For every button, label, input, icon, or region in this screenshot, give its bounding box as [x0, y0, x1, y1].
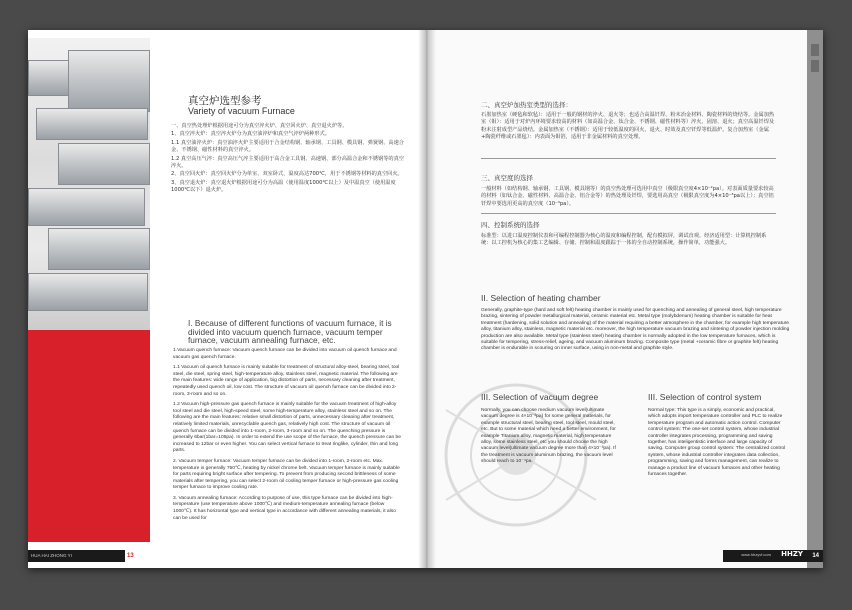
en-paragraph: 3. Vacuum annealing furnace: According to purpose of use, this type furnace can be divided into high-temperature (use temperature above 1000℃) and medium-temperature annealing furnace (below 1000℃). It has horizontal type and vertical type in accordance with different annealing materials, it also can be used for [173, 495, 396, 521]
page-title-cn: 真空炉选型参考 [188, 95, 262, 107]
divider [481, 213, 776, 214]
left-footer [28, 542, 425, 568]
spine-shadow [418, 30, 436, 568]
en-paragraph: 2. Vacuum temper furnace: Vacuum temper furnace can be divided into 1-room, 2-room etc. Max. temperature is generally 750℃, heating by nickel chrome belt. Vacuum temper furnace is mainly suitable for parts requiring bright surface after tempering. To prevent from producing second brittleness of some materials after tempering, you can select 2-room oil cooling temper furnace or high-pressure gas cooling temper furnace to improve cooling rate. [173, 458, 400, 491]
cn-paragraph: 一、真空热处理炉根据用途可分为真空淬火炉、真空回火炉、真空退火炉等。 [171, 123, 348, 129]
en-body: Generally, graphite-type (hard and soft felt) heating chamber is mainly used for quenching and annealing of general steel, high temperature brazing, sintering of powder metallurgical material, ceramic material etc. Metal type (molybdenum) heating chamber is suitable for heat treatment (hardening, solid solution and annealing) of the material requiring a better atmosphere in the chamber, for example high temperature alloy, titanium alloy, stainless, magnetic material etc. moreover, the high temperature vacuum brazing and sintering of powder injection molding production are also available. Metal type (stainless steel) heating chamber is normally adopted in the low temperature furnaces, which is suitable for tempering, stress-relief, ageing, and vacuum aluminum brazing. Composite type (metal +ceramic fibre or graphite felt) heating chamber is endurable in scouring on inner surface, using in non-metal and graphite style. [481, 308, 790, 352]
footer-brand: HUA HAI ZHONG YI [28, 550, 125, 562]
en-paragraph: 1.2 Vacuum high-pressure gas quench furnace is mainly suitable for the vacuum treatment of high-alloy tool steel and die steel, high-speed steel, some high-temperature alloy, stainless steel and so on. The following are the main features: relative small distortion of parts, unnecessary cleaning after treatment, relatively limited materials, unrecyclable quench gas, relatively high cost. The structure of vacuum oil quench furnace can be divided into 1-room, 2-room, 3-room and so on. The quenching pressure is generally 6bar(1bar=105pa). In order to extend the use scope of the furnace, the quench pressure can be increased to 12bar or even higher. You can select vertical furnace to treat ringlike, cylinder, thin and long parts. [173, 402, 401, 454]
cn-body-column [171, 123, 406, 195]
en-body: Normally, you can choose medium vacuum level(ultimate vacuum degree is 4×10⁻²pa) for some general materials, for example structural steel, bearing steel, tool steel, mould steel, etc. But to some material which need a better environment, for example Titanium alloy, magnetic material, high temperature alloy, some stainless steel, etc you should choose the high vacuum level(ultimate vacuum degree more than 4×10⁻³pa). If the treatment is vacuum aluminum brazing, the vacuum level should reach to 10⁻⁴pa. [481, 408, 616, 465]
side-tab [807, 30, 823, 568]
section-heading-en: III. Selection of control system [648, 392, 762, 402]
cn-paragraph: 3、真空退火炉：真空退火炉根据用途可分为高温（使用温度1000℃以上）及中温真空（使用温度1000℃以下）退火炉。 [171, 179, 396, 194]
section-heading-cn: 二、真空炉加热室类型的选择： [481, 101, 572, 109]
cn-body: 石墨加热室（硬毡和软毡）：适用于一般的钢材的淬火、退火等；也适合高温钎焊、粉末冶金材料、陶瓷材料的烧结等。金属加热室（钼）：适用于对炉内环境要求较高的材料（如高温合金、钛合金、不锈钢、磁性材料等）淬火、固溶、退火；真空高温钎焊及粉末注射成型产品烧结。金属加热室（不锈钢）：适用于较低温度的回火、退火、时效及真空钎焊等低温炉。复合加热室（金属+陶瓷纤维或石墨毡）：内表面为钼箔，适用于非金属材料的真空处理。 [481, 112, 775, 141]
divider [481, 158, 776, 159]
cn-body: 一般材料（如结构钢、轴承钢、工具钢、模具钢等）的真空热处理可选用中真空（极限真空度4×10⁻²pa）。对表面质量要求较高的材料（如钛合金、磁性材料、高温合金、铝合金等）的热处理及钎焊，要选用高真空（极限真空度为4×10⁻³pa以上）；真空铝钎焊中要选用更高的真空度（10⁻⁴pa）。 [481, 186, 774, 207]
en-paragraph: 1.Vacuum quench furnace: Vacuum quench furnace can be divided into vacuum oil quench furnace and vacuum gas quench furnace. [173, 348, 397, 360]
furnace-fixtures-photo [28, 38, 150, 338]
brand-logo: HHZY [781, 550, 803, 558]
cn-paragraph: 1.1 真空油淬火炉：真空油淬火炉主要适用于合金结构钢、轴承钢、工具钢、模具钢、弹簧钢、高速合金、不锈钢、磁性材料的真空淬火。 [171, 139, 404, 154]
left-page [28, 30, 425, 568]
page-number: 13 [127, 553, 134, 559]
en-paragraph: 1.1 Vacuum oil quench furnace is mainly suitable for treatment of structural alloy-steel, bearing steel, tool steel, die steel, spring steel, high-temperature alloy, stainless steel, magnetic material. The following are the main features: wide range of application, big distortion of parts, necessary cleaning after treatment, repeatedly used quench oil, low cost. The structure of vacuum oil quench furnace can be divided into 2-room, 3-room and so on. [173, 365, 400, 397]
red-accent-block [28, 330, 150, 542]
section-heading-en: II. Selection of heating chamber [481, 293, 601, 303]
page-title-en: Variety of vacuum Furnace [188, 106, 295, 116]
section-heading-cn: 三、真空度的选择 [481, 174, 533, 182]
cn-paragraph: 1.2 真空高压气淬：真空高压气淬主要适用于高合金工具钢、高速钢、部分高温合金和不锈钢等的真空淬火。 [171, 155, 404, 170]
cn-paragraph: 2、真空回火炉：真空回火炉分为单室、双室卧式，温度高达700℃，用于不锈钢等材料的真空回火。 [171, 171, 403, 178]
right-page [426, 30, 823, 568]
right-footer [426, 542, 823, 568]
section-heading-en: I. Because of different functions of vacuum furnace, it is divided into vacuum quench furnace, vacuum temper furnace, vacuum annealing furnace, etc. [188, 318, 392, 346]
en-body: Normal type: This type is a simply, economic and practical, which adopts import temperature controller and PLC to realize temperature program and automatic action control. Computer control system: The one-set control system, whose industrial controller integrates processing, programming and saving together, has inteligentistic interface and large capacity of saving. Computer group control system: The centralized control system, whose industrial controller integrates data collection, programming, saving and forms management, can realize to manage a product line of vacuum furnaces and other heating furnaces together. [648, 408, 786, 478]
section-heading-cn: 四、控制系统的选择 [481, 221, 540, 229]
section-heading-en: III. Selection of vacuum degree [481, 392, 599, 402]
cn-paragraph: 1、真空淬火炉：真空淬火炉分为真空油淬炉和真空气淬炉两种形式。 [171, 131, 330, 138]
brochure-spread [28, 30, 823, 568]
cn-body: 标准型：以进口温度控制仪表和可编程控制器为核心的温度和编程控制，配有模拟屏，调试直观。经济适用型：计算机控制系统：以工控机为核心的集工艺编辑、存储、控制和温度跟踪于一体的全自动控制系统，操作简单，功能强大。 [481, 233, 767, 247]
en-body-column [173, 348, 403, 522]
website-url: www.hhzyvf.com [741, 552, 771, 557]
page-number: 14 [812, 553, 819, 559]
